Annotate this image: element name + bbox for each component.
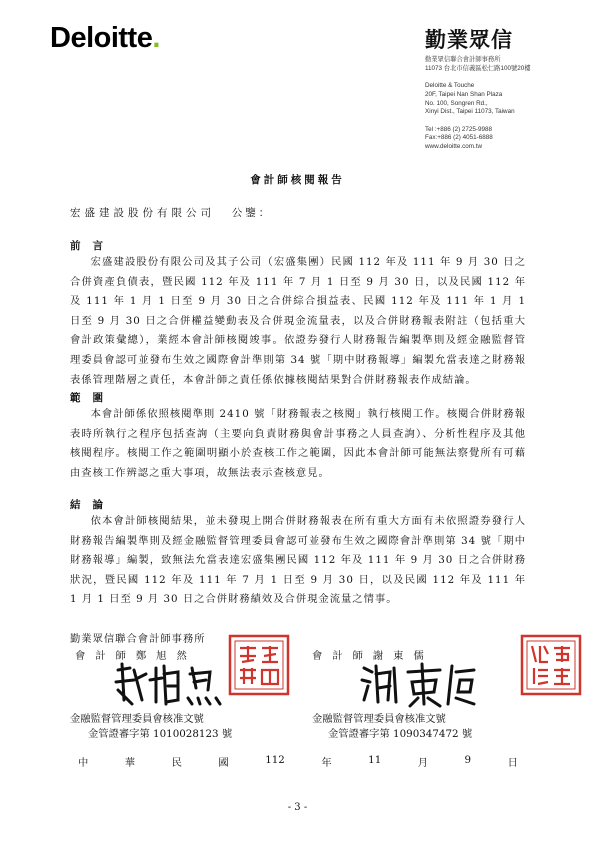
address-line — [425, 117, 531, 126]
deloitte-logo: Deloitte. — [50, 22, 160, 54]
cpa2-seal-stamp — [520, 634, 582, 696]
section-body-scope: 本會計師係依照核閱準則 2410 號「財務報表之核閱」執行核閱工作。核閱合併財務報表時所執行之程序包括查詢（主要向負責財務與會計事務之人員查詢）、分析性程序及其他核閱程序。核閱工作之範圍明顯小於查核工作之範圍，因此本會計師可能無法察覺所有可藉由查核工作辨認之重大事項，故無法表示查核意見。 — [70, 408, 526, 479]
report-date — [78, 754, 518, 769]
date-part: 11 — [368, 754, 382, 766]
addressee-suffix: 公鑒： — [231, 207, 273, 219]
address-line: No. 100, Songren Rd., — [425, 99, 488, 107]
date-part: 民 — [171, 757, 182, 769]
date-part: 中 — [78, 757, 89, 769]
date-part: 年 — [321, 757, 332, 769]
address-line: Xinyi Dist., Taipei 11073, Taiwan — [425, 108, 515, 116]
cpa2-approval-label: 金融監督管理委員會核准文號 — [312, 713, 446, 725]
date-part: 月 — [417, 757, 429, 769]
address-line: Deloitte & Touche — [425, 82, 475, 90]
date-part: 9 — [464, 754, 472, 766]
section-body-conclusion: 依本會計師核閱結果，並未發現上開合併財務報表在所有重大方面有未依照證券發行人財務報告編製準則及經金融監督管理委員會認可並發布生效之國際會計準則第 34 號「期中財務報導」編製，致無法允當表達宏盛集團民國 112 年及 111 年 9 月 30 日之合併財務狀況，暨民國 112 年及 111 年 7 月 1 日至 9 月 30 日，以及民國 112 年及 111 年 1 月 1 日至 9 月 30 日之合併財務績效及合併現金流量之情事。 — [70, 515, 526, 606]
address-line: Tel :+886 (2) 2725-9988 — [425, 125, 493, 133]
address-line: 勤業眾信聯合會計師事務所 — [425, 56, 501, 63]
cpa2-name: 會計師謝東儒 — [312, 650, 434, 662]
cpa1-approval-number: 金管證審字第 1010028123 號 — [88, 728, 233, 740]
firm-name-signature: 勤業眾信聯合會計師事務所 — [70, 633, 206, 645]
address-line: 20F, Taipei Nan Shan Plaza — [425, 90, 503, 98]
address-line — [425, 73, 531, 82]
section-heading-conclusion: 結論 — [70, 499, 115, 511]
cpa1-name: 會計師鄭旭然 — [75, 650, 197, 662]
report-title: 會計師核閱報告 — [250, 174, 345, 186]
section-body-preface: 宏盛建設股份有限公司及其子公司（宏盛集團）民國 112 年及 111 年 9 月 30 日之合併資產負債表，暨民國 112 年及 111 年 7 月 1 日至 9 月 30 日，以及民國 112 年及 111 年 1 月 1 日至 9 月 30 日之合併綜合損益表、民國 112 年及 111 年 1 月 1 日至 9 月 30 日之合併權益變動表及合併現金流量表，以及合併財務報表附註（包括重大會計政策彙總），業經本會計師核閱竣事。依證券發行人財務報告編製準則及經金融監督管理委員會認可並發布生效之國際會計準則第 34 號「期中財務報導」編製允當表達之財務報表係管理階層之責任，本會計師之責任係依據核閱結果對合併財務報表作成結論。 — [70, 256, 526, 386]
address-line: Fax:+886 (2) 4051-6888 — [425, 134, 493, 142]
date-part: 華 — [124, 757, 136, 769]
date-part: 國 — [218, 757, 229, 769]
firm-name-cn: 勤業眾信 — [425, 28, 513, 52]
date-part: 112 — [265, 754, 285, 766]
cpa1-approval-label: 金融監督管理委員會核准文號 — [70, 713, 204, 725]
section-heading-preface: 前言 — [70, 240, 115, 252]
date-part: 日 — [507, 757, 518, 769]
cpa1-seal-stamp — [228, 634, 290, 696]
cpa2-handwritten-signature — [356, 660, 476, 708]
address-line: 11073 台北市信義區松仁路100號20樓 — [425, 64, 531, 72]
cpa1-handwritten-signature — [112, 660, 232, 708]
section-heading-scope: 範圍 — [70, 392, 115, 404]
cpa2-approval-number: 金管證審字第 1090347472 號 — [328, 728, 473, 740]
addressee — [70, 205, 272, 220]
page-number: - 3 - — [287, 802, 308, 813]
address-line: www.deloitte.com.tw — [425, 143, 483, 151]
addressee-company: 宏盛建設股份有限公司 — [70, 207, 215, 219]
firm-address-block — [425, 56, 531, 152]
